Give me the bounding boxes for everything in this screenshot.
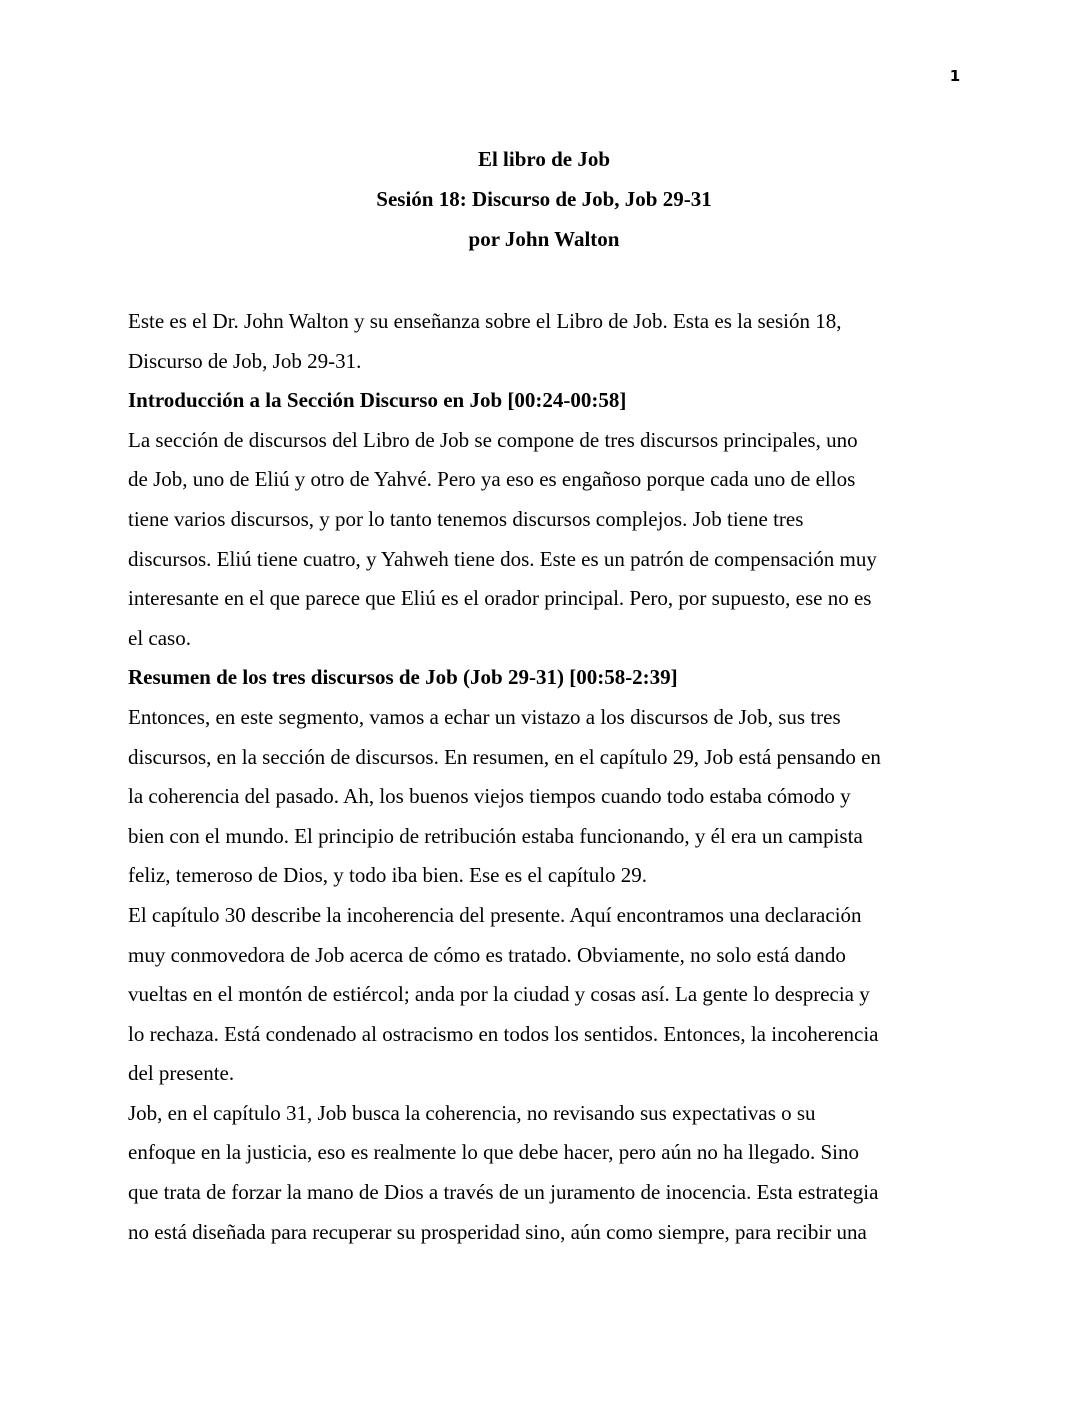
body-text-line: de Job, uno de Eliú y otro de Yahvé. Pero ya eso es engañoso porque cada uno de ellos: [128, 467, 856, 492]
body-text-line: Discurso de Job, Job 29-31.: [128, 348, 362, 373]
body-text-line: La sección de discursos del Libro de Job se compone de tres discursos principales, uno: [128, 427, 858, 452]
body-text-line: tiene varios discursos, y por lo tanto tenemos discursos complejos. Job tiene tres: [128, 506, 804, 531]
body-text-line: Job, en el capítulo 31, Job busca la coherencia, no revisando sus expectativas o su: [128, 1100, 816, 1125]
body-text-line: interesante en el que parece que Eliú es el orador principal. Pero, por supuesto, ese no es: [128, 586, 872, 611]
title-book: El libro de Job: [477, 147, 611, 171]
body-text-line: vueltas en el montón de estiércol; anda por la ciudad y cosas así. La gente lo desprecia y: [128, 982, 870, 1007]
section-heading: Resumen de los tres discursos de Job (Job 29-31) [00:58-2:39]: [128, 665, 678, 690]
body-text-line: enfoque en la justicia, eso es realmente lo que debe hacer, pero aún no ha llegado. Sino: [128, 1140, 859, 1165]
body-text-line: la coherencia del pasado. Ah, los buenos viejos tiempos cuando todo estaba cómodo y: [128, 784, 851, 809]
body-text-line: no está diseñada para recuperar su prosperidad sino, aún como siempre, para recibir una: [128, 1219, 867, 1244]
body-text-line: discursos, en la sección de discursos. En resumen, en el capítulo 29, Job está pensando en: [128, 744, 881, 769]
body-text-line: que trata de forzar la mano de Dios a través de un juramento de inocencia. Esta estrategia: [128, 1180, 879, 1205]
title-author: por John Walton: [468, 227, 620, 251]
document-title: [0, 143, 1088, 263]
title-session: Sesión 18: Discurso de Job, Job 29-31: [376, 187, 712, 211]
body-text-line: discursos. Eliú tiene cuatro, y Yahweh tiene dos. Este es un patrón de compensación muy: [128, 546, 877, 571]
body-text-line: feliz, temeroso de Dios, y todo iba bien. Ese es el capítulo 29.: [128, 863, 648, 888]
body-text-line: Entonces, en este segmento, vamos a echar un vistazo a los discursos de Job, sus tres: [128, 704, 841, 729]
body-text-line: lo rechaza. Está condenado al ostracismo en todos los sentidos. Entonces, la incoherencia: [128, 1021, 879, 1046]
body-text-line: del presente.: [128, 1061, 235, 1086]
body-text-line: muy conmovedora de Job acerca de cómo es tratado. Obviamente, no solo está dando: [128, 942, 846, 967]
page-number: 1: [949, 67, 961, 85]
body-text-line: El capítulo 30 describe la incoherencia del presente. Aquí encontramos una declaración: [128, 902, 862, 927]
body-text-line: bien con el mundo. El principio de retribución estaba funcionando, y él era un campista: [128, 823, 863, 848]
document-body: [128, 302, 960, 1252]
body-text-line: el caso.: [128, 625, 191, 650]
section-heading: Introducción a la Sección Discurso en Job [00:24-00:58]: [128, 388, 627, 413]
body-text-line: Este es el Dr. John Walton y su enseñanza sobre el Libro de Job. Esta es la sesión 18,: [128, 309, 842, 333]
